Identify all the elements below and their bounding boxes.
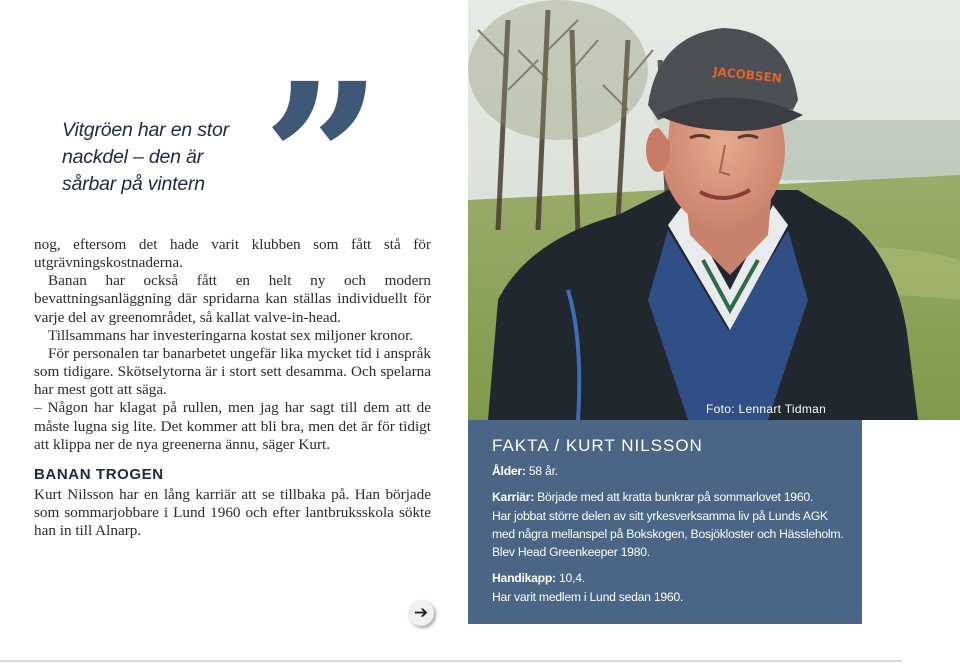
pull-quote	[62, 117, 262, 198]
cap-logo-text: JACOBSEN	[712, 64, 783, 86]
body-paragraph: Tillsammans har investeringarna kostat sex miljoner kronor.	[48, 326, 414, 344]
next-page-arrow-icon[interactable]: ➔	[408, 600, 434, 626]
fact-value: 10,4.	[559, 571, 585, 586]
divider	[0, 660, 902, 662]
fact-label: Handikapp:	[492, 571, 556, 586]
pull-quote-line: sårbar på vintern	[62, 173, 205, 195]
body-paragraph: För personalen tar banarbetet ungefär lika mycket tid i anspråk som tidigare. Skötselytorna är i stort sett desamma. Och spelarna har mest gott att säga.	[34, 344, 431, 399]
fact-label: Karriär:	[492, 490, 535, 505]
body-paragraph: Banan har också fått en helt ny och modern bevattningsanläggning där spridarna kan ställas individuellt för varje del av greenområdet, så kallat valve-in-head.	[34, 272, 431, 326]
body-paragraph: Kurt Nilsson har en lång karriär att se tillbaka på. Han började som sommarjobbare i Lund 1960 och efter lantbruksskola sökte han in till Alnarp.	[34, 485, 431, 540]
body-paragraph: – Någon har klagat på rullen, men jag har sagt till dem att de måste lugna sig lite. Det kommer att bli bra, men det är för tidigt att klippa ner de nya greenerna ännu, säger Kurt.	[34, 399, 431, 453]
fact-label: Ålder:	[492, 464, 526, 478]
fact-box-title: FAKTA / KURT NILSSON	[492, 436, 703, 455]
pull-quote-line: nackdel – den är	[62, 146, 203, 168]
fact-value: Började med att kratta bunkrar på sommarlovet 1960.	[537, 490, 814, 505]
portrait-photo	[468, 0, 960, 420]
quotation-mark-icon: ”	[262, 37, 359, 284]
photo-credit: Foto: Lennart Tidman	[706, 402, 827, 416]
fact-value: 58 år.	[528, 464, 558, 478]
fact-value: Har varit medlem i Lund sedan 1960.	[492, 589, 684, 604]
article-body	[34, 236, 431, 540]
fact-box	[468, 420, 862, 624]
section-heading: BANAN TROGEN	[34, 465, 164, 483]
fact-value: Blev Head Greenkeeper 1980.	[492, 545, 650, 560]
fact-career	[492, 488, 852, 506]
fact-handicap	[492, 569, 852, 587]
fact-box-body	[492, 462, 852, 606]
fact-value: Har jobbat större delen av sitt yrkesverksamma liv på Lunds AGK med några mellanspel på Bokskogen, Bosjökloster och Hässleholm.	[492, 508, 844, 541]
pull-quote-line: Vitgröen har en stor	[62, 119, 229, 141]
body-paragraph: nog, eftersom det hade varit klubben som fått stå för utgrävningskostnaderna.	[34, 236, 431, 272]
fact-age	[492, 462, 852, 480]
